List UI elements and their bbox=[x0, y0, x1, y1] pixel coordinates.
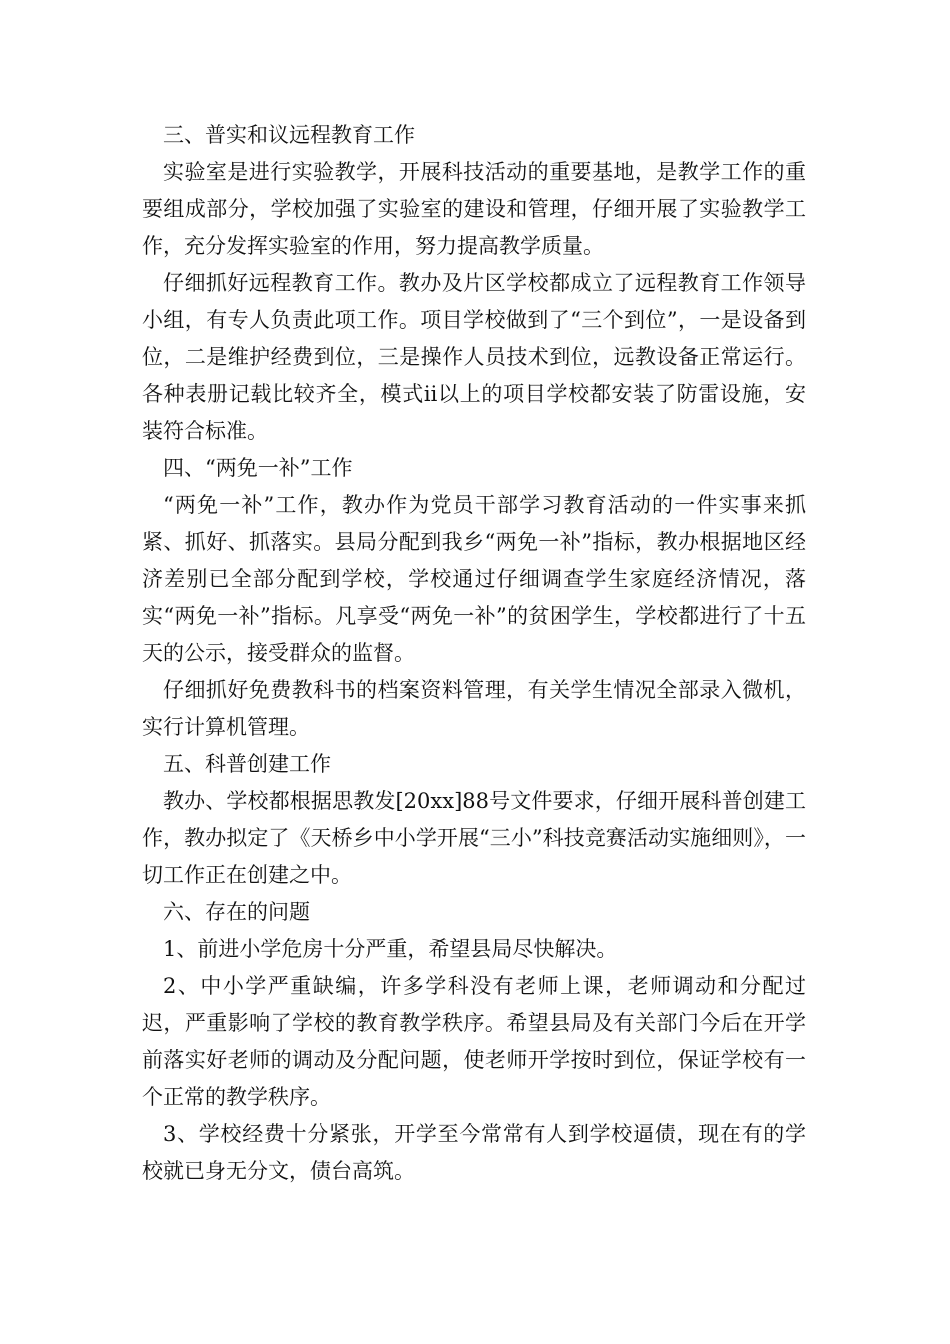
list-item-problem-3: 3、学校经费十分紧张，开学至今常常有人到学校逼债，现在有的学校就已身无分文，债台高筑。 bbox=[142, 1122, 806, 1183]
paragraph: 实验室是进行实验教学，开展科技活动的重要基地，是教学工作的重要组成部分，学校加强了实验室的建设和管理，仔细开展了实验教学工作，充分发挥实验室的作用，努力提高教学质量。 bbox=[142, 160, 806, 258]
paragraph: 仔细抓好免费教科书的档案资料管理，有关学生情况全部录入微机，实行计算机管理。 bbox=[142, 678, 806, 739]
paragraph: “两免一补”工作，教办作为党员干部学习教育活动的一件实事来抓紧、抓好、抓落实。县局分配到我乡“两免一补”指标，教办根据地区经济差别已全部分配到学校，学校通过仔细调查学生家庭经济情况，落实“两免一补”指标。凡享受“两免一补”的贫困学生，学校都进行了十五天的公示，接受群众的监督。 bbox=[142, 493, 806, 665]
section-heading-3: 三、普实和议远程教育工作 bbox=[163, 123, 415, 147]
paragraph: 教办、学校都根据思教发[20xx]88号文件要求，仔细开展科普创建工作，教办拟定了《天桥乡中小学开展“三小”科技竞赛活动实施细则》，一切工作正在创建之中。 bbox=[142, 789, 806, 887]
list-item-problem-1: 1、前进小学危房十分严重，希望县局尽快解决。 bbox=[163, 937, 618, 961]
list-item-problem-2: 2、中小学严重缺编，许多学科没有老师上课，老师调动和分配过迟，严重影响了学校的教育教学秩序。希望县局及有关部门今后在开学前落实好老师的调动及分配问题，使老师开学按时到位，保证学校有一个正常的教学秩序。 bbox=[142, 974, 806, 1109]
document-body bbox=[142, 117, 806, 1190]
section-heading-6: 六、存在的问题 bbox=[163, 900, 310, 924]
paragraph: 仔细抓好远程教育工作。教办及片区学校都成立了远程教育工作领导小组，有专人负责此项工作。项目学校做到了“三个到位”，一是设备到位，二是维护经费到位，三是操作人员技术到位，远教设备正常运行。各种表册记载比较齐全，模式ⅱ以上的项目学校都安装了防雷设施，安装符合标准。 bbox=[142, 271, 806, 443]
section-heading-4: 四、“两免一补”工作 bbox=[163, 456, 353, 480]
section-heading-5: 五、科普创建工作 bbox=[163, 752, 331, 776]
